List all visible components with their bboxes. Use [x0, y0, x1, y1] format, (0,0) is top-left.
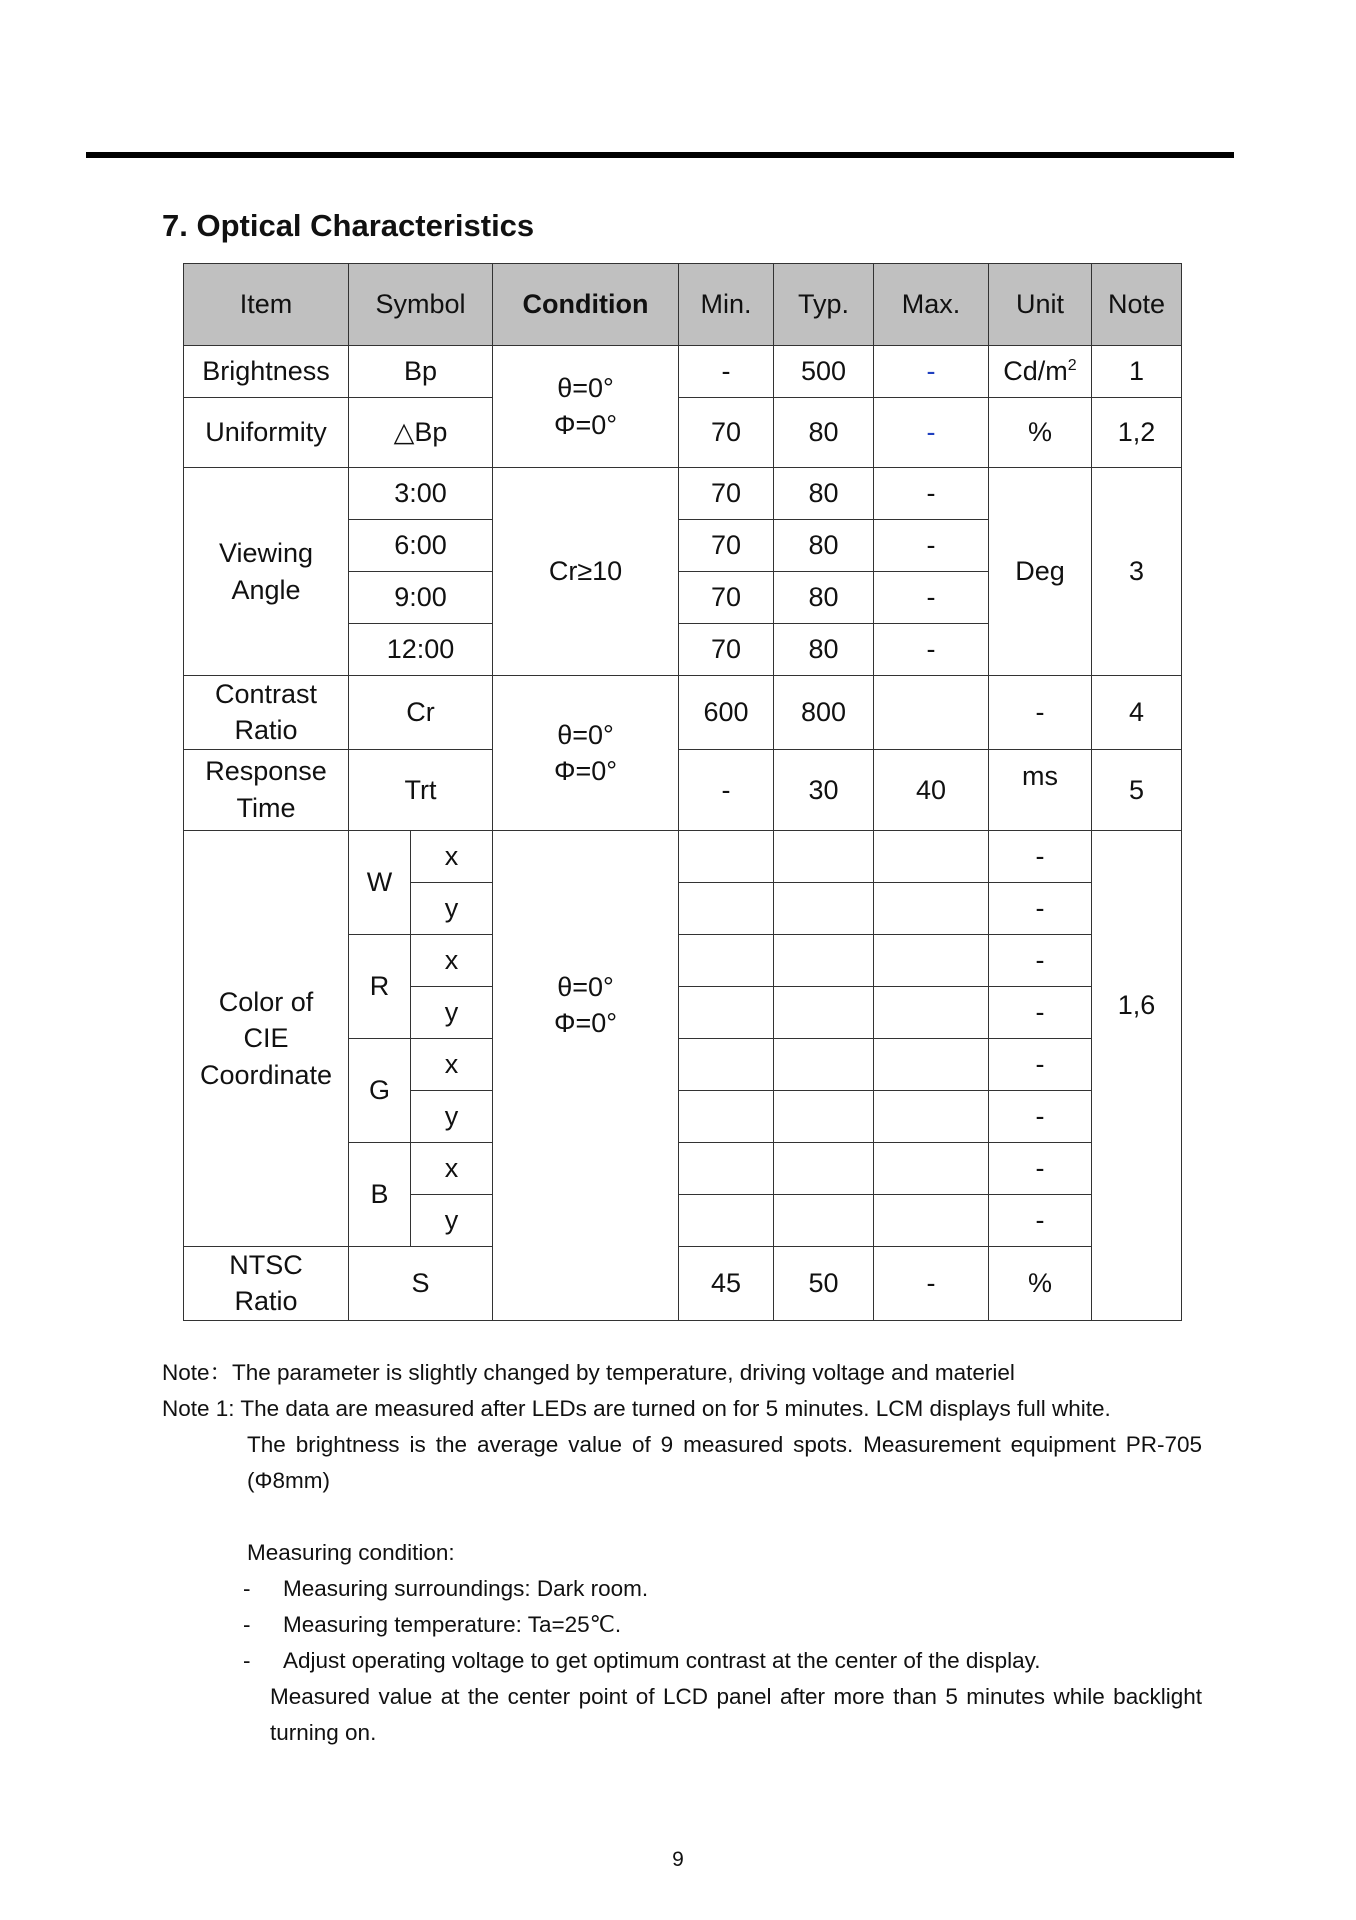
ntsc-unit: %	[989, 1246, 1092, 1320]
viewing-min: 70	[679, 624, 774, 676]
header-min: Min.	[679, 264, 774, 346]
contrast-symbol: Cr	[349, 676, 493, 750]
cie-value-typ	[774, 830, 874, 882]
viewing-symbol: 9:00	[349, 572, 493, 624]
cie-coord-label: x	[411, 934, 493, 986]
contrast-typ: 800	[774, 676, 874, 750]
bullet-dash: -	[243, 1648, 251, 1673]
viewing-item-line1: Viewing	[218, 538, 314, 569]
cie-value-min	[679, 934, 774, 986]
cie-unit: -	[989, 830, 1092, 882]
cie-unit: -	[989, 934, 1092, 986]
optical-characteristics-table	[183, 263, 1182, 1321]
cie-value-typ	[774, 1142, 874, 1194]
condition-theta: θ=0°	[557, 971, 614, 1002]
response-symbol: Trt	[349, 749, 493, 830]
cie-value-min	[679, 882, 774, 934]
viewing-note: 3	[1092, 468, 1182, 676]
header-symbol: Symbol	[349, 264, 493, 346]
response-item-line1: Response	[205, 756, 327, 787]
uniformity-symbol: △Bp	[349, 398, 493, 468]
contrast-min: 600	[679, 676, 774, 750]
header-item: Item	[184, 264, 349, 346]
cie-color-r: R	[349, 934, 411, 1038]
viewing-typ: 80	[774, 572, 874, 624]
page-number: 9	[672, 1848, 684, 1871]
cie-value-typ	[774, 1090, 874, 1142]
response-item-line2: Time	[236, 792, 296, 823]
cie-unit: -	[989, 1090, 1092, 1142]
condition-phi: Φ=0°	[553, 409, 618, 440]
contrast-unit: -	[989, 676, 1092, 750]
cie-coord-label: y	[411, 882, 493, 934]
cie-value-typ	[774, 882, 874, 934]
note-1-line2: The brightness is the average value of 9 measured spots. Measurement equipment PR-705 (Φ8mm)	[247, 1432, 1202, 1493]
cie-value-max	[874, 1038, 989, 1090]
cie-value-typ	[774, 986, 874, 1038]
brightness-max: -	[874, 346, 989, 398]
uniformity-item: Uniformity	[184, 398, 349, 468]
cie-coord-label: y	[411, 1194, 493, 1246]
condition-cell-2	[493, 676, 679, 831]
header-max: Max.	[874, 264, 989, 346]
contrast-item-line2: Ratio	[234, 715, 298, 746]
contrast-max	[874, 676, 989, 750]
cie-coord-label: x	[411, 1038, 493, 1090]
cie-value-max	[874, 1194, 989, 1246]
cie-color-w: W	[349, 830, 411, 934]
viewing-max: -	[874, 520, 989, 572]
viewing-max: -	[874, 572, 989, 624]
cie-color-b: B	[349, 1142, 411, 1246]
header-typ: Typ.	[774, 264, 874, 346]
cie-color-g: G	[349, 1038, 411, 1142]
viewing-max: -	[874, 624, 989, 676]
uniformity-note: 1,2	[1092, 398, 1182, 468]
table-row	[184, 1246, 1182, 1320]
uniformity-unit: %	[989, 398, 1092, 468]
bullet-item	[243, 1607, 1202, 1643]
ntsc-max: -	[874, 1246, 989, 1320]
brightness-symbol: Bp	[349, 346, 493, 398]
closing-note: Measured value at the center point of LCD panel after more than 5 minutes while backlight turning on.	[270, 1684, 1202, 1745]
cie-value-max	[874, 1142, 989, 1194]
ntsc-item-line2: Ratio	[234, 1286, 298, 1317]
table-row	[184, 676, 1182, 750]
bullet-text: Adjust operating voltage to get optimum contrast at the center of the display.	[283, 1648, 1041, 1673]
notes-section	[162, 1355, 1202, 1751]
cie-value-min	[679, 1090, 774, 1142]
brightness-min: -	[679, 346, 774, 398]
cie-value-min	[679, 986, 774, 1038]
viewing-symbol: 12:00	[349, 624, 493, 676]
cie-unit: -	[989, 882, 1092, 934]
header-rule	[86, 152, 1234, 158]
bullet-text: Measuring temperature: Ta=25℃.	[283, 1612, 622, 1637]
cie-value-max	[874, 882, 989, 934]
table-row	[184, 398, 1182, 468]
response-min: -	[679, 749, 774, 830]
uniformity-typ: 80	[774, 398, 874, 468]
condition-phi: Φ=0°	[553, 1008, 618, 1039]
uniformity-min: 70	[679, 398, 774, 468]
brightness-item: Brightness	[184, 346, 349, 398]
contrast-item	[184, 676, 349, 750]
condition-theta: θ=0°	[557, 719, 614, 750]
cie-item-line2: CIE	[243, 1023, 289, 1054]
cie-coord-label: y	[411, 1090, 493, 1142]
bullet-text: Measuring surroundings: Dark room.	[283, 1576, 649, 1601]
cie-value-min	[679, 1142, 774, 1194]
cie-value-min	[679, 1038, 774, 1090]
cie-value-typ	[774, 1038, 874, 1090]
cie-value-max	[874, 934, 989, 986]
bullet-item	[243, 1571, 1202, 1607]
condition-cell-3	[493, 830, 679, 1320]
cie-unit: -	[989, 1038, 1092, 1090]
ntsc-item	[184, 1246, 349, 1320]
response-max: 40	[874, 749, 989, 830]
viewing-symbol: 3:00	[349, 468, 493, 520]
cie-item-line1: Color of	[218, 986, 314, 1017]
ntsc-min: 45	[679, 1246, 774, 1320]
table-row	[184, 749, 1182, 830]
uniformity-max: -	[874, 398, 989, 468]
response-item	[184, 749, 349, 830]
cie-value-max	[874, 830, 989, 882]
contrast-item-line1: Contrast	[214, 679, 318, 709]
cie-value-min	[679, 1194, 774, 1246]
cie-value-min	[679, 830, 774, 882]
viewing-symbol: 6:00	[349, 520, 493, 572]
brightness-unit-base: Cd/m	[1003, 356, 1068, 387]
ntsc-typ: 50	[774, 1246, 874, 1320]
condition-theta: θ=0°	[557, 373, 614, 404]
viewing-min: 70	[679, 468, 774, 520]
viewing-min: 70	[679, 572, 774, 624]
cie-value-max	[874, 986, 989, 1038]
response-unit: ms	[989, 749, 1092, 830]
cie-item-line3: Coordinate	[199, 1059, 333, 1090]
cie-value-max	[874, 1090, 989, 1142]
bullet-dash: -	[243, 1576, 251, 1601]
general-note: Note：The parameter is slightly changed by temperature, driving voltage and materiel	[162, 1360, 1015, 1385]
header-unit: Unit	[989, 264, 1092, 346]
brightness-unit	[989, 346, 1092, 398]
contrast-note: 4	[1092, 676, 1182, 750]
viewing-unit: Deg	[989, 468, 1092, 676]
bullet-item	[243, 1643, 1202, 1679]
response-typ: 30	[774, 749, 874, 830]
note-1-line1: Note 1: The data are measured after LEDs are turned on for 5 minutes. LCM displays full white.	[162, 1396, 1111, 1421]
header-condition: Condition	[493, 264, 679, 346]
viewing-typ: 80	[774, 520, 874, 572]
viewing-item-line2: Angle	[231, 574, 301, 605]
viewing-max: -	[874, 468, 989, 520]
cie-value-typ	[774, 1194, 874, 1246]
cie-value-typ	[774, 934, 874, 986]
cie-item	[184, 830, 349, 1246]
header-note: Note	[1092, 264, 1182, 346]
viewing-typ: 80	[774, 624, 874, 676]
cie-coord-label: x	[411, 1142, 493, 1194]
brightness-typ: 500	[774, 346, 874, 398]
brightness-unit-sup: 2	[1067, 357, 1077, 375]
cie-unit: -	[989, 1194, 1092, 1246]
condition-cell-1	[493, 346, 679, 468]
cie-unit: -	[989, 1142, 1092, 1194]
section-title: 7. Optical Characteristics	[162, 208, 535, 243]
viewing-item	[184, 468, 349, 676]
bullet-dash: -	[243, 1612, 251, 1637]
cie-coord-label: x	[411, 830, 493, 882]
table-header-row	[184, 264, 1182, 346]
table-row	[184, 468, 1182, 520]
response-note: 5	[1092, 749, 1182, 830]
viewing-typ: 80	[774, 468, 874, 520]
measuring-condition: Measuring condition:	[247, 1540, 455, 1565]
condition-phi: Φ=0°	[553, 755, 618, 786]
viewing-condition: Cr≥10	[493, 468, 679, 676]
ntsc-symbol: S	[349, 1246, 493, 1320]
cie-coord-label: y	[411, 986, 493, 1038]
cie-note: 1,6	[1092, 830, 1182, 1320]
brightness-note: 1	[1092, 346, 1182, 398]
table-row	[184, 830, 1182, 882]
cie-unit: -	[989, 986, 1092, 1038]
ntsc-item-line1: NTSC	[229, 1249, 303, 1280]
table-row	[184, 346, 1182, 398]
viewing-min: 70	[679, 520, 774, 572]
